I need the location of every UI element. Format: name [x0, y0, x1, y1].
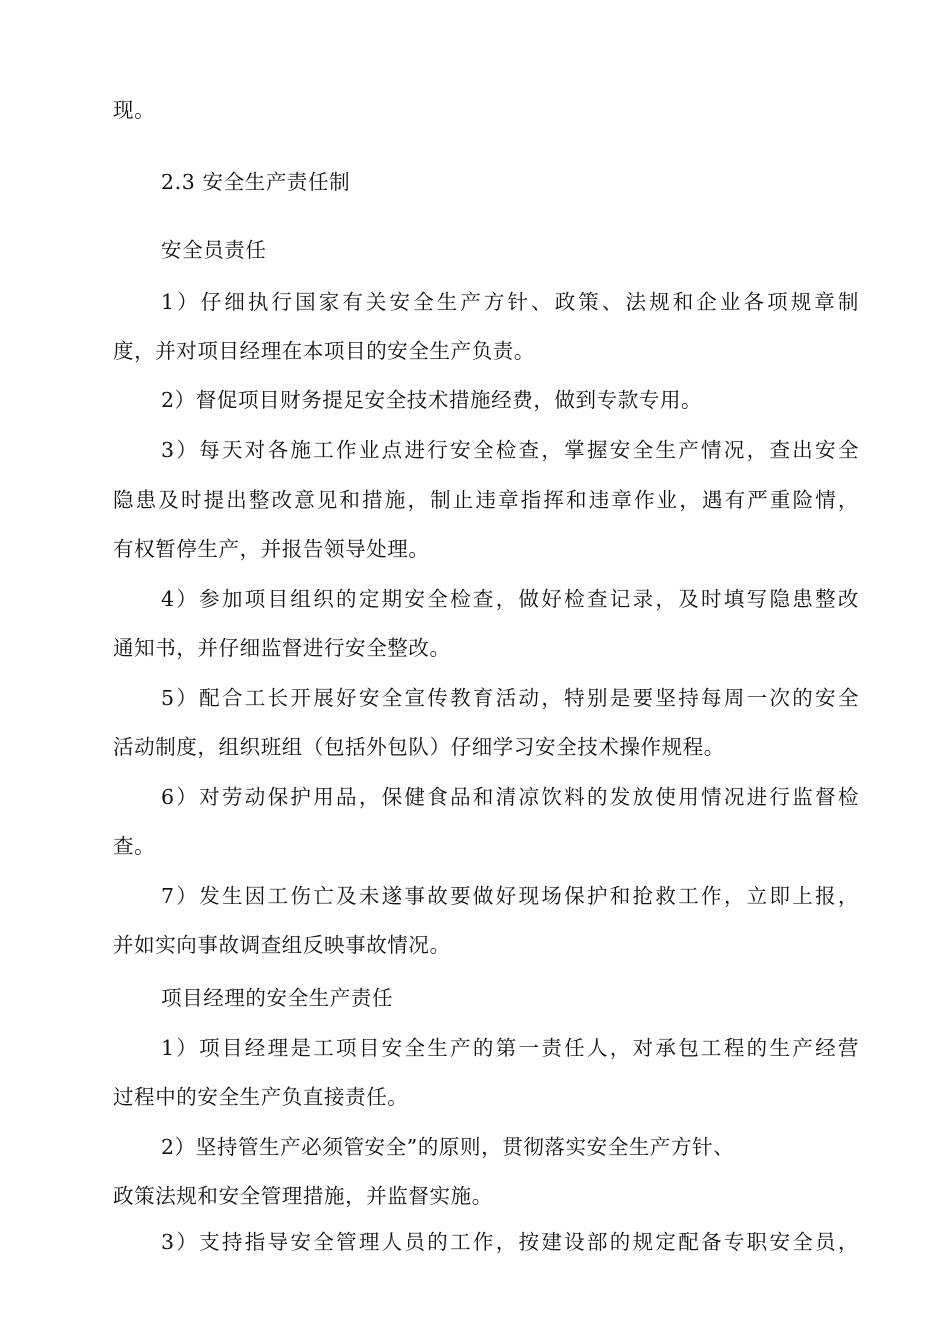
text-line: 1）仔细执行国家有关安全生产方针、政策、法规和企业各项规章制	[161, 290, 859, 314]
text-line: 2）坚持管生产必须管安全”的原则，贯彻落实安全生产方针、	[161, 1135, 735, 1159]
text-line: 有权暂停生产，并报告领导处理。	[113, 537, 430, 561]
text-line: 1）项目经理是工项目安全生产的第一责任人，对承包工程的生产经营	[161, 1036, 859, 1060]
text-line: 现。	[113, 98, 156, 122]
text-line: 查。	[113, 834, 156, 858]
text-line: 5）配合工长开展好安全宣传教育活动，特别是要坚持每周一次的安全	[161, 686, 859, 710]
text-line: 2）督促项目财务提足安全技术措施经费，做到专款专用。	[161, 388, 703, 412]
text-line: 3）支持指导安全管理人员的工作，按建设部的规定配备专职安全员，	[161, 1230, 859, 1254]
text-line: 政策法规和安全管理措施，并监督实施。	[113, 1184, 493, 1208]
text-line: 7）发生因工伤亡及未遂事故要做好现场保护和抢救工作，立即上报，	[161, 884, 859, 908]
subsection-heading: 安全员责任	[161, 238, 267, 262]
text-line: 3）每天对各施工作业点进行安全检查，掌握安全生产情况，查出安全	[161, 438, 859, 462]
text-line: 隐患及时提出整改意见和措施，制止违章指挥和违章作业，遇有严重险情，	[113, 488, 859, 512]
section-heading: 2.3 安全生产责任制	[161, 170, 351, 194]
subsection-heading: 项目经理的安全生产责任	[161, 986, 394, 1010]
text-line: 6）对劳动保护用品，保健食品和清凉饮料的发放使用情况进行监督检	[161, 785, 859, 809]
text-line: 度，并对项目经理在本项目的安全生产负责。	[113, 339, 535, 363]
text-line: 4）参加项目组织的定期安全检查，做好检查记录，及时填写隐患整改	[161, 587, 859, 611]
text-line: 活动制度，组织班组（包括外包队）仔细学习安全技术操作规程。	[113, 735, 725, 759]
text-line: 并如实向事故调查组反映事故情况。	[113, 933, 451, 957]
text-line: 过程中的安全生产负直接责任。	[113, 1085, 409, 1109]
text-line: 通知书，并仔细监督进行安全整改。	[113, 636, 451, 660]
